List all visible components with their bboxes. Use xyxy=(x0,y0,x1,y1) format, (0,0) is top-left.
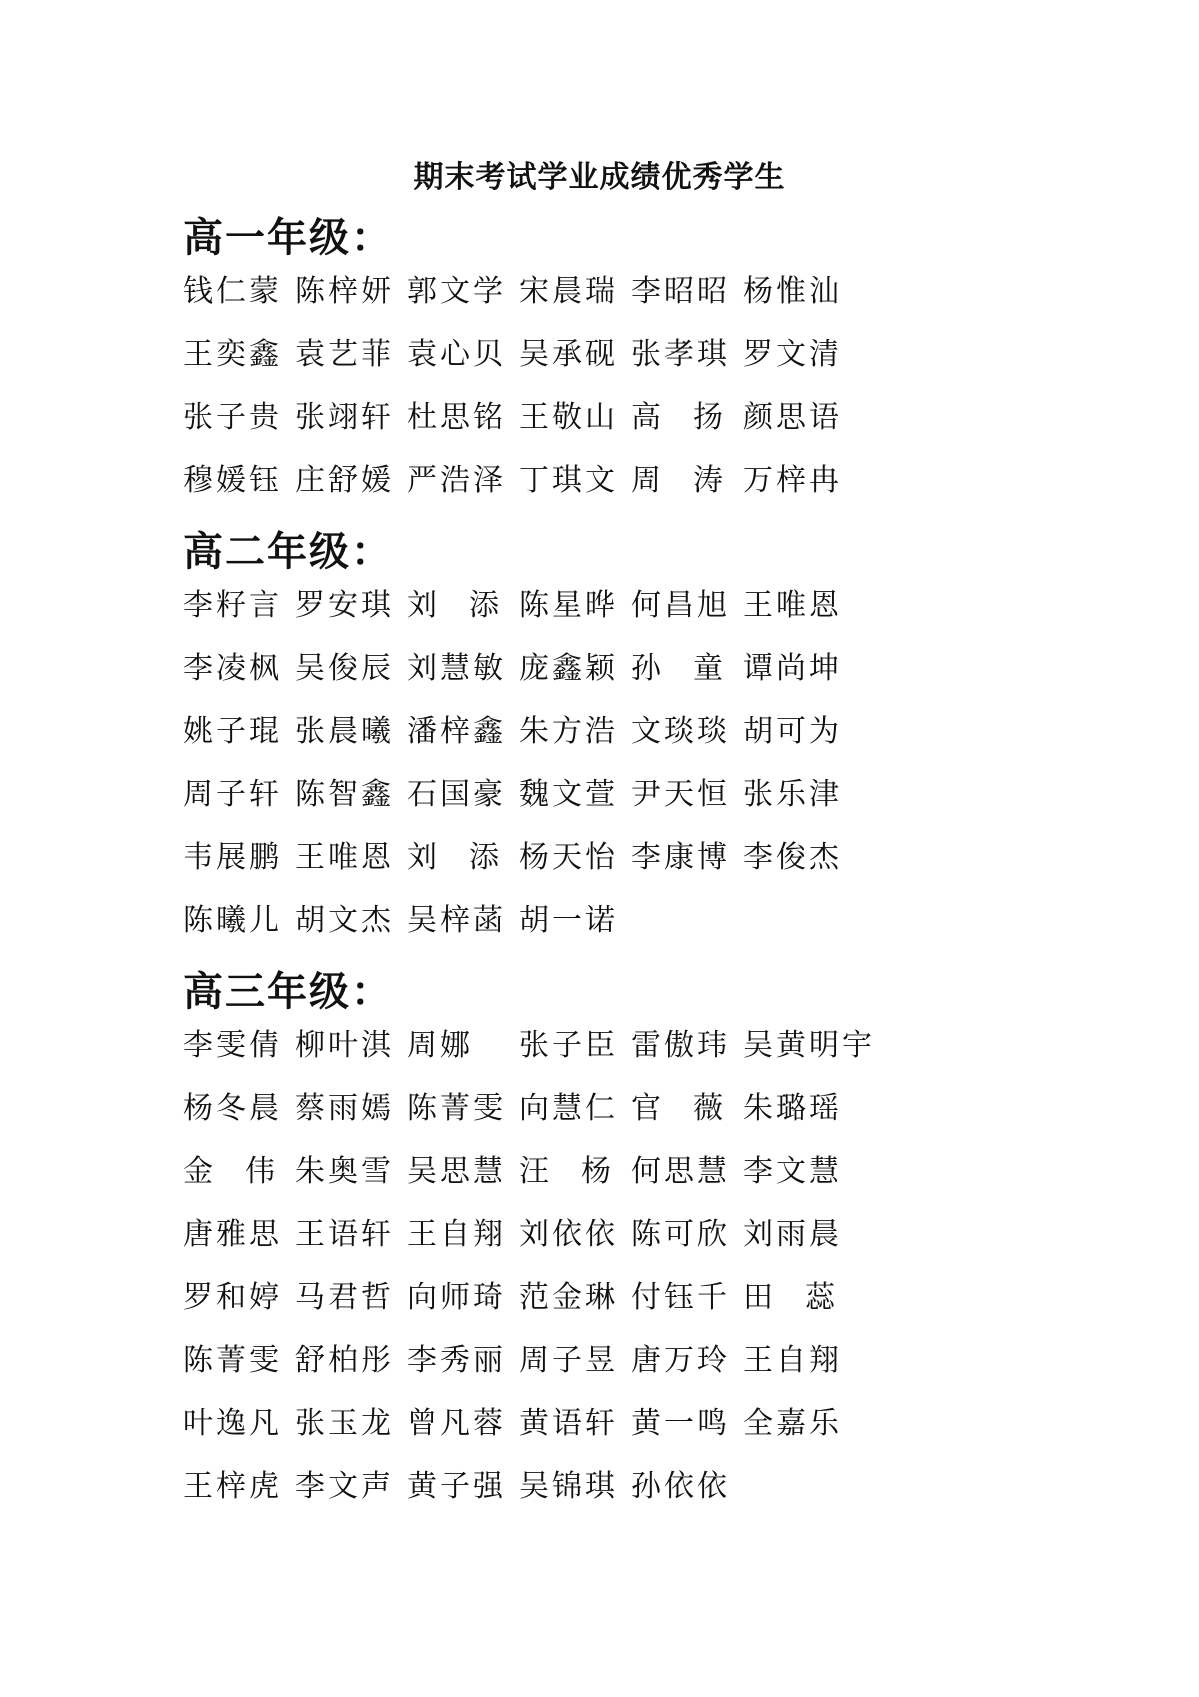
student-name: 宋晨瑞 xyxy=(519,274,618,309)
student-name: 吴俊辰 xyxy=(295,651,394,686)
student-name: 柳叶淇 xyxy=(295,1028,394,1063)
student-name: 刘 添 xyxy=(407,840,499,875)
student-name: 黄语轩 xyxy=(519,1406,618,1441)
grade-heading: 高一年级： xyxy=(183,215,393,261)
student-name: 汪 杨 xyxy=(519,1154,611,1189)
honor-list xyxy=(183,212,883,1532)
student-name: 全嘉乐 xyxy=(743,1406,842,1441)
student-name: 丁琪文 xyxy=(519,463,618,498)
student-name: 魏文萱 xyxy=(519,777,618,812)
student-name: 文琰琰 xyxy=(631,714,730,749)
student-name: 陈智鑫 xyxy=(295,777,394,812)
student-name: 李俊杰 xyxy=(743,840,842,875)
student-name: 穆媛钰 xyxy=(183,463,282,498)
student-name: 周子轩 xyxy=(183,777,282,812)
name-grid xyxy=(183,586,883,964)
student-name: 陈可欣 xyxy=(631,1217,730,1252)
student-name: 叶逸凡 xyxy=(183,1406,282,1441)
student-name: 范金琳 xyxy=(519,1280,618,1315)
student-name: 罗安琪 xyxy=(295,588,394,623)
student-name: 陈菁雯 xyxy=(183,1343,282,1378)
student-name: 胡文杰 xyxy=(295,903,394,938)
student-name: 孙依依 xyxy=(631,1469,730,1504)
grade-heading: 高二年级： xyxy=(183,529,393,575)
student-name: 潘梓鑫 xyxy=(407,714,506,749)
student-name: 朱璐瑶 xyxy=(743,1091,842,1126)
student-name: 吴黄明宇 xyxy=(743,1028,875,1063)
student-name: 王自翔 xyxy=(743,1343,842,1378)
student-name: 朱奥雪 xyxy=(295,1154,394,1189)
student-name: 韦展鹏 xyxy=(183,840,282,875)
grade-section-3 xyxy=(183,966,883,1530)
student-name: 向慧仁 xyxy=(519,1091,618,1126)
name-grid xyxy=(183,1026,883,1530)
student-name: 王敬山 xyxy=(519,400,618,435)
student-name: 罗文清 xyxy=(743,337,842,372)
student-name: 蔡雨嫣 xyxy=(295,1091,394,1126)
grade-heading: 高三年级： xyxy=(183,969,393,1015)
student-name: 尹天恒 xyxy=(631,777,730,812)
student-name: 谭尚坤 xyxy=(743,651,842,686)
student-name: 王语轩 xyxy=(295,1217,394,1252)
student-name: 黄一鸣 xyxy=(631,1406,730,1441)
student-name: 向师琦 xyxy=(407,1280,506,1315)
student-name: 李文声 xyxy=(295,1469,394,1504)
student-name: 唐雅思 xyxy=(183,1217,282,1252)
student-name: 高 扬 xyxy=(631,400,723,435)
student-name: 王唯恩 xyxy=(295,840,394,875)
student-name: 马君哲 xyxy=(295,1280,394,1315)
student-name: 王奕鑫 xyxy=(183,337,282,372)
student-name: 陈星晔 xyxy=(519,588,618,623)
student-name: 刘雨晨 xyxy=(743,1217,842,1252)
student-name: 王梓虎 xyxy=(183,1469,282,1504)
student-name: 黄子强 xyxy=(407,1469,506,1504)
student-name: 孙 童 xyxy=(631,651,723,686)
student-name: 张玉龙 xyxy=(295,1406,394,1441)
student-name: 付钰千 xyxy=(631,1280,730,1315)
student-name: 姚子琨 xyxy=(183,714,282,749)
student-name: 张晨曦 xyxy=(295,714,394,749)
student-name: 何昌旭 xyxy=(631,588,730,623)
grade-section-2 xyxy=(183,526,883,964)
student-name: 吴锦琪 xyxy=(519,1469,618,1504)
student-name: 杨冬晨 xyxy=(183,1091,282,1126)
student-name: 张乐津 xyxy=(743,777,842,812)
student-name: 袁艺菲 xyxy=(295,337,394,372)
student-name: 唐万玲 xyxy=(631,1343,730,1378)
student-name: 李康博 xyxy=(631,840,730,875)
student-name: 张翊轩 xyxy=(295,400,394,435)
student-name: 金 伟 xyxy=(183,1154,275,1189)
student-name: 何思慧 xyxy=(631,1154,730,1189)
student-name: 周 涛 xyxy=(631,463,723,498)
student-name: 李籽言 xyxy=(183,588,282,623)
student-name: 王唯恩 xyxy=(743,588,842,623)
student-name: 杨惟汕 xyxy=(743,274,842,309)
student-name: 雷傲玮 xyxy=(631,1028,730,1063)
student-name: 张孝琪 xyxy=(631,337,730,372)
student-name: 田 蕊 xyxy=(743,1280,835,1315)
student-name: 庄舒媛 xyxy=(295,463,394,498)
student-name: 杨天怡 xyxy=(519,840,618,875)
student-name: 吴思慧 xyxy=(407,1154,506,1189)
grade-section-1 xyxy=(183,212,883,524)
student-name: 袁心贝 xyxy=(407,337,506,372)
student-name: 周娜 xyxy=(407,1028,473,1063)
student-name: 官 薇 xyxy=(631,1091,723,1126)
student-name: 陈菁雯 xyxy=(407,1091,506,1126)
student-name: 刘 添 xyxy=(407,588,499,623)
student-name: 杜思铭 xyxy=(407,400,506,435)
student-name: 罗和婷 xyxy=(183,1280,282,1315)
student-name: 吴梓菡 xyxy=(407,903,506,938)
student-name: 李雯倩 xyxy=(183,1028,282,1063)
student-name: 曾凡蓉 xyxy=(407,1406,506,1441)
student-name: 李凌枫 xyxy=(183,651,282,686)
student-name: 刘依依 xyxy=(519,1217,618,1252)
student-name: 王自翔 xyxy=(407,1217,506,1252)
student-name: 朱方浩 xyxy=(519,714,618,749)
student-name: 郭文学 xyxy=(407,274,506,309)
student-name: 陈梓妍 xyxy=(295,274,394,309)
student-name: 刘慧敏 xyxy=(407,651,506,686)
student-name: 陈曦儿 xyxy=(183,903,282,938)
student-name: 颜思语 xyxy=(743,400,842,435)
student-name: 万梓冉 xyxy=(743,463,842,498)
student-name: 李秀丽 xyxy=(407,1343,506,1378)
student-name: 庞鑫颖 xyxy=(519,651,618,686)
student-name: 舒柏彤 xyxy=(295,1343,394,1378)
student-name: 李文慧 xyxy=(743,1154,842,1189)
student-name: 石国豪 xyxy=(407,777,506,812)
student-name: 张子贵 xyxy=(183,400,282,435)
student-name: 严浩泽 xyxy=(407,463,506,498)
student-name: 钱仁蒙 xyxy=(183,274,282,309)
student-name: 张子臣 xyxy=(519,1028,618,1063)
student-name: 胡一诺 xyxy=(519,903,618,938)
name-grid xyxy=(183,272,883,524)
page-title: 期末考试学业成绩优秀学生 xyxy=(413,160,786,195)
student-name: 李昭昭 xyxy=(631,274,730,309)
student-name: 胡可为 xyxy=(743,714,842,749)
student-name: 吴承砚 xyxy=(519,337,618,372)
student-name: 周子昱 xyxy=(519,1343,618,1378)
